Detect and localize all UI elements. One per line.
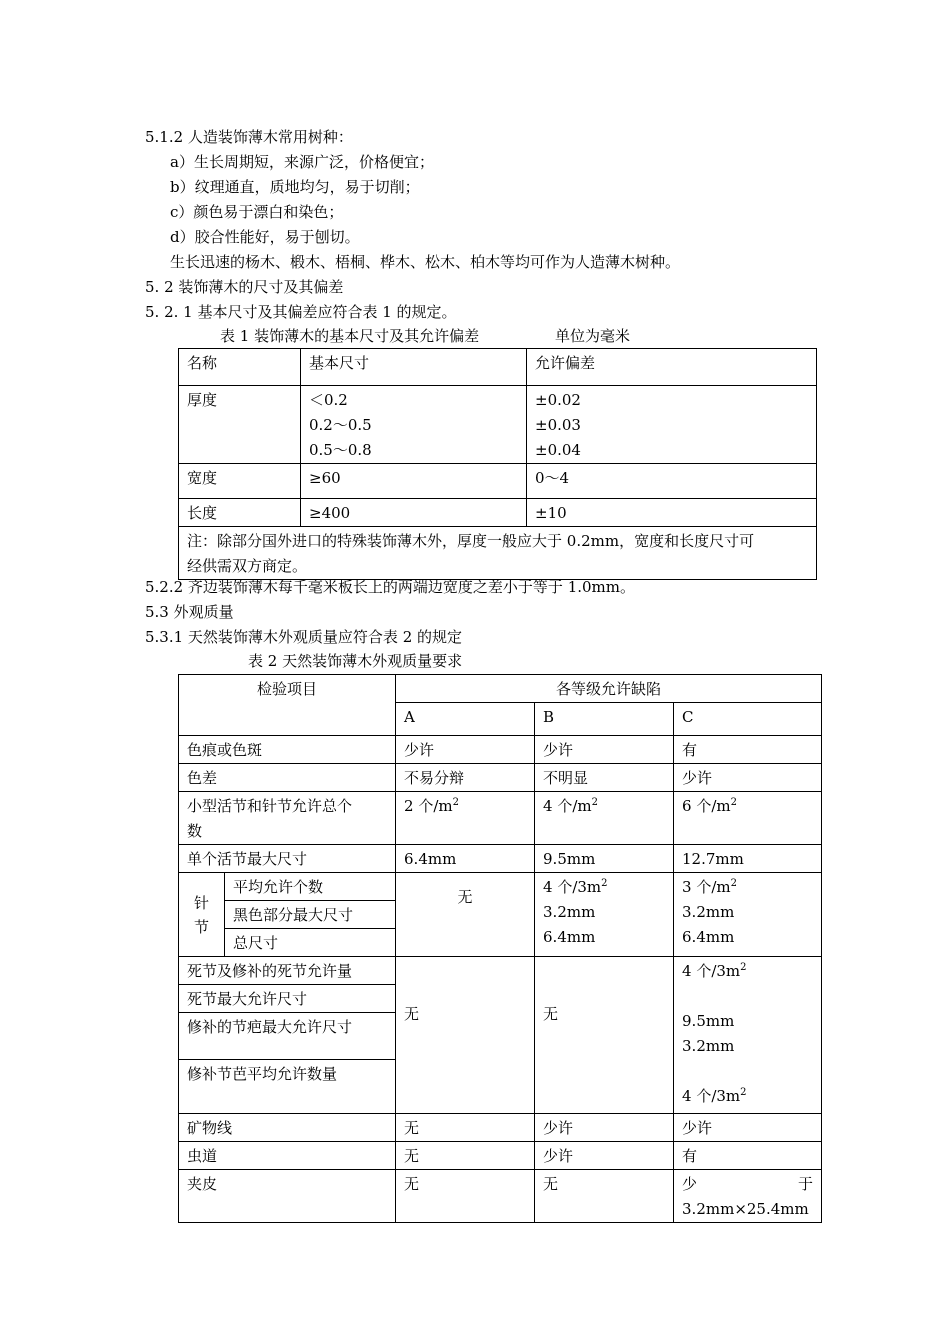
table2-cell-a: 无 — [396, 1142, 535, 1170]
table2-cell-c: 少许 — [674, 764, 822, 792]
table-row — [179, 1142, 822, 1170]
table2-cell-a: 无 — [396, 1114, 535, 1142]
table2-subitem: 总尺寸 — [225, 929, 396, 957]
table2-item: 修补节芭平均允许数量 — [179, 1060, 396, 1114]
table1-cell-size: ≥400 — [301, 499, 527, 527]
table1-caption: 表 1 装饰薄木的基本尺寸及其允许偏差 — [220, 327, 480, 345]
tolerance-value: ±0.04 — [535, 441, 581, 459]
table2-item: 死节及修补的死节允许量 — [179, 957, 396, 985]
table1-note-row — [179, 527, 817, 580]
table1-header-tolerance: 允许偏差 — [527, 349, 817, 386]
table2-cell-c: 有 — [674, 736, 822, 764]
table2-cell-b: 无 — [535, 957, 674, 1114]
table2-cell-b: 9.5mm — [535, 845, 674, 873]
table-row — [179, 873, 822, 901]
table2-header-group: 各等级允许缺陷 — [396, 675, 822, 703]
table1-header-size: 基本尺寸 — [301, 349, 527, 386]
table2-item: 单个活节最大尺寸 — [179, 845, 396, 873]
table2-item: 小型活节和针节允许总个 数 — [179, 792, 396, 845]
table2-cell-b: 不明显 — [535, 764, 674, 792]
list-item-b: b）纹理通直，质地均匀，易于切削； — [170, 178, 420, 196]
table2-cell-b: 少许 — [535, 736, 674, 764]
table2-cell-c: 6 个$/m^2$ — [674, 792, 822, 845]
table-1 — [178, 348, 817, 580]
table1-cell-tolerance: ±10 — [527, 499, 817, 527]
table2-cell-b: 少许 — [535, 1114, 674, 1142]
table2-item: 虫道 — [179, 1142, 396, 1170]
table2-subitem: 平均允许个数 — [225, 873, 396, 901]
size-value: ＜0.2 — [309, 391, 348, 409]
table2-header-row — [179, 675, 822, 703]
table2-cell-c: 少 于 3.2mm×25.4mm — [674, 1170, 822, 1223]
table1-cell-tolerance: 0～4 — [527, 464, 817, 499]
paragraph-5-3-1: 5.3.1 天然装饰薄木外观质量应符合表 2 的规定 — [145, 628, 463, 646]
table1-cell-size — [301, 386, 527, 464]
table2-item: 修补的节疤最大允许尺寸 — [179, 1013, 396, 1060]
list-item-c: c）颜色易于漂白和染色； — [170, 203, 344, 221]
table1-cell-tolerance — [527, 386, 817, 464]
table-row — [179, 845, 822, 873]
table-row — [179, 764, 822, 792]
table2-item: 死节最大允许尺寸 — [179, 985, 396, 1013]
paragraph-5-2-1: 5. 2. 1 基本尺寸及其偏差应符合表 1 的规定。 — [145, 303, 457, 321]
list-item-a: a）生长周期短，来源广泛，价格便宜； — [170, 153, 434, 171]
table1-note: 注：除部分国外进口的特殊装饰薄木外，厚度一般应大于 0.2mm，宽度和长度尺寸可 经供需双方商定。 — [179, 527, 817, 580]
table1-cell-name: 长度 — [179, 499, 301, 527]
tolerance-value: ±0.03 — [535, 416, 581, 434]
table2-cell-a: 无 — [396, 957, 535, 1114]
table1-cell-name: 厚度 — [179, 386, 301, 464]
table-row — [179, 736, 822, 764]
tolerance-value: ±0.02 — [535, 391, 581, 409]
table-row — [179, 957, 822, 985]
table-row — [179, 386, 817, 464]
table-row — [179, 1170, 822, 1223]
table2-cell-b: 4 个$/m^2$ — [535, 792, 674, 845]
table2-item: 矿物线 — [179, 1114, 396, 1142]
heading-5-2: 5. 2 装饰薄木的尺寸及其偏差 — [145, 278, 344, 296]
table1-cell-size: ≥60 — [301, 464, 527, 499]
table1-header-name: 名称 — [179, 349, 301, 386]
table2-cell-b: 无 — [535, 1170, 674, 1223]
table2-cell-a: 无 — [396, 1170, 535, 1223]
table2-cell-a: 无 — [396, 873, 535, 957]
heading-5-3: 5.3 外观质量 — [145, 603, 234, 621]
table2-cell-a: 少许 — [396, 736, 535, 764]
table-row — [179, 464, 817, 499]
paragraph-species: 生长迅速的杨木、椴木、梧桐、桦木、松木、柏木等均可作为人造薄木树种。 — [170, 253, 681, 271]
table1-header-row — [179, 349, 817, 386]
table2-cell-c: 有 — [674, 1142, 822, 1170]
table2-cell-a: 不易分辩 — [396, 764, 535, 792]
table2-cell-a: 6.4mm — [396, 845, 535, 873]
grade-b: B — [535, 703, 674, 736]
table2-item: 夹皮 — [179, 1170, 396, 1223]
list-item-d: d）胶合性能好，易于刨切。 — [170, 228, 360, 246]
table1-unit: 单位为毫米 — [555, 327, 631, 345]
heading-5-1-2: 5.1.2 人造装饰薄木常用树种： — [145, 128, 353, 146]
size-value: 0.2～0.5 — [309, 416, 372, 434]
table2-cell-b: 少许 — [535, 1142, 674, 1170]
table2-cell-c: 4 个$/3m^2$ 9.5mm 3.2mm 4 个$/3m^2$ — [674, 957, 822, 1114]
table2-item: 色痕或色斑 — [179, 736, 396, 764]
table2-cell-b: 4 个$/3m^2$ 3.2mm 6.4mm — [535, 873, 674, 957]
pin-knot-group: 针 节 — [179, 873, 225, 957]
table2-header-item: 检验项目 — [179, 675, 396, 736]
table2-cell-a: 2 个$/m^2$ — [396, 792, 535, 845]
grade-a: A — [396, 703, 535, 736]
table2-item: 色差 — [179, 764, 396, 792]
size-value: 0.5～0.8 — [309, 441, 372, 459]
table2-cell-c: 12.7mm — [674, 845, 822, 873]
grade-c: C — [674, 703, 822, 736]
table-row — [179, 1114, 822, 1142]
table-row — [179, 792, 822, 845]
paragraph-5-2-2: 5.2.2 齐边装饰薄木每千毫米板长上的两端边宽度之差小于等于 1.0mm。 — [145, 578, 636, 596]
table-row — [179, 499, 817, 527]
table2-cell-c: 少许 — [674, 1114, 822, 1142]
table1-cell-name: 宽度 — [179, 464, 301, 499]
table2-caption: 表 2 天然装饰薄木外观质量要求 — [248, 652, 463, 670]
table2-cell-c: 3 个$/m^2$ 3.2mm 6.4mm — [674, 873, 822, 957]
table2-subitem: 黑色部分最大尺寸 — [225, 901, 396, 929]
table-2 — [178, 674, 822, 1223]
